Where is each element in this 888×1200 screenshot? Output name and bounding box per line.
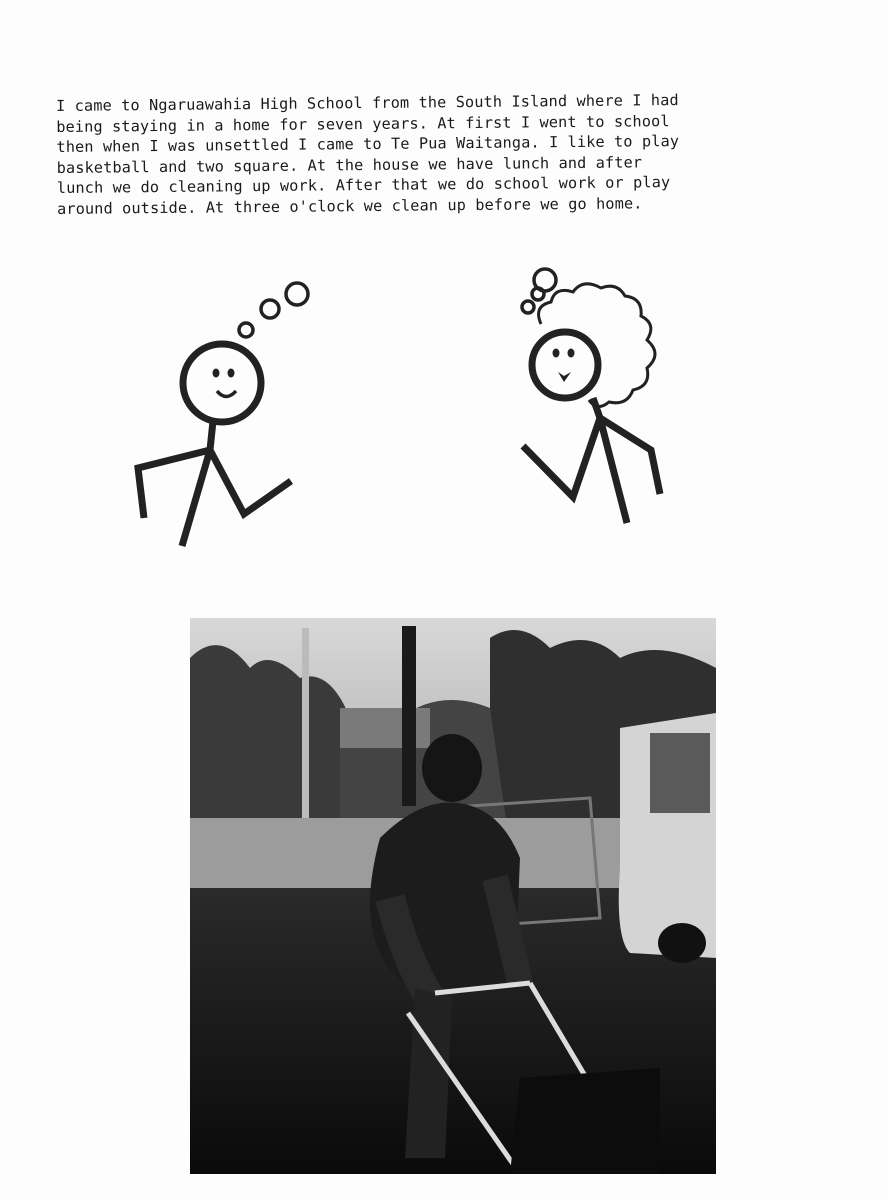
girl-head	[532, 332, 598, 398]
boy-smile	[217, 391, 236, 397]
boy-left-eye	[213, 369, 220, 378]
thought-bubble-medium	[261, 300, 279, 318]
paragraph-line: basketball and two square. At the house we have lunch and after	[56, 153, 643, 177]
paragraph-line: around outside. At three o'clock we clean up before we go home.	[56, 194, 643, 218]
mower-body	[510, 1068, 660, 1174]
car-wheel	[658, 923, 706, 963]
person-head	[422, 734, 482, 802]
girl-mouth	[558, 372, 571, 382]
thought-bubble-small	[239, 323, 253, 337]
paragraph-line: being staying in a home for seven years. At first I went to school	[56, 111, 670, 136]
stick-girl-illustration	[505, 262, 685, 542]
thought-bubble-small	[522, 301, 534, 313]
thought-bubble-large	[534, 269, 556, 291]
power-pole-center	[402, 626, 416, 806]
boy-body-leg	[182, 421, 213, 546]
photo-boy-mowing-lawn	[190, 618, 716, 1174]
paragraph-line: lunch we do cleaning up work. After that we do school work or play	[56, 173, 671, 198]
photo-scene	[190, 618, 716, 1174]
girl-body	[593, 398, 627, 523]
stick-boy-illustration	[120, 270, 320, 560]
power-pole-left	[302, 628, 309, 818]
house-roof	[340, 708, 430, 748]
car-window	[650, 733, 710, 813]
girl-left-eye	[553, 349, 560, 358]
boy-head	[183, 344, 261, 422]
girl-left-arm	[523, 418, 600, 497]
boy-right-leg	[210, 450, 291, 514]
story-paragraph	[56, 89, 817, 220]
paragraph-line: then when I was unsettled I came to Te Pua Waitanga. I like to play	[56, 132, 680, 157]
paragraph-line: I came to Ngaruawahia High School from the South Island where I had	[56, 91, 679, 115]
thought-bubble-large	[286, 283, 308, 305]
boy-right-eye	[228, 369, 235, 378]
girl-curly-hair	[539, 284, 655, 407]
girl-right-eye	[568, 349, 575, 358]
